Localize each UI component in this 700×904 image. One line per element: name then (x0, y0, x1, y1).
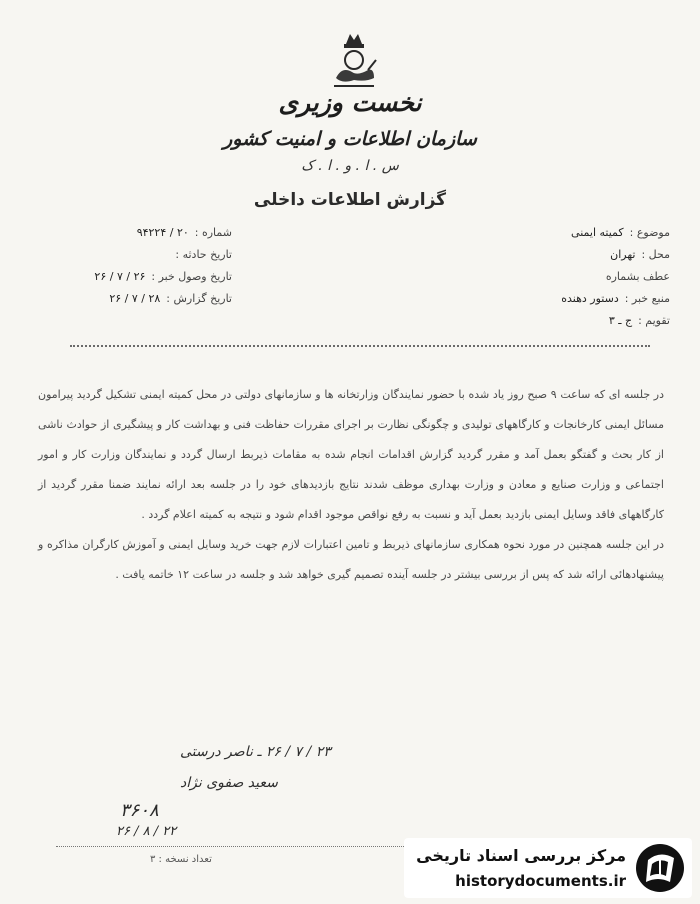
body-paragraph: در جلسه ای که ساعت ۹ صبح روز یاد شده با حضور نمایندگان وزارتخانه ها و سازمانهای دولتی در محل کمیته ایمنی تشکیل گردید پیرامون مسائل ایمنی کارخانجات و کارگاههای تولیدی و چگونگی نظارت بر اجرای مقررات حفاظت فنی و بهداشت کار و پیشگیری از حوادث ناشی از کار بحث و گفتگو بعمل آمد و مقرر گردید گزارش اقدامات انجام شده به مقامات ذیربط ارسال گردد و نمایندگان وزارت کار و امور اجتماعی و وزارت صنایع و معادن و وزارت بهداری موظف شدند نتایج بازدیدهای خود را در جلسه بعد ارائه نمایند ضمنا مقرر گردید از کارگاههای فاقد وسایل ایمنی بازدید بعمل آید و نسبت به رفع نواقص موجود اقدام شود و نتیجه به کمیته اعلام گردد . (38, 388, 664, 521)
meta-value: دستور دهنده (561, 292, 619, 305)
meta-label: منبع خبر : (624, 292, 670, 305)
signature-line-1: ۲۳ / ۷ / ۲۶ ـ ناصر درستی (180, 744, 331, 760)
meta-value: ۲۰ / ۹۴۲۲۴ (136, 226, 189, 239)
meta-value: ۲۶ / ۷ / ۲۶ (94, 270, 146, 283)
header-divider (70, 345, 650, 347)
meta-row (370, 266, 670, 288)
meta-label: تقویم : (638, 314, 670, 327)
meta-row (32, 244, 232, 266)
archive-logo-icon (634, 842, 686, 894)
meta-value: کمیته ایمنی (571, 226, 624, 239)
meta-row (370, 244, 670, 266)
watermark-url[interactable]: historydocuments.ir (455, 872, 626, 890)
meta-row (32, 288, 232, 310)
meta-label: تاریخ حادثه : (175, 248, 232, 261)
archive-watermark[interactable] (404, 838, 692, 898)
meta-label: تاریخ گزارش : (166, 292, 232, 305)
lion-and-sun-emblem-icon (328, 30, 380, 90)
meta-label: محل : (641, 248, 670, 261)
office-heading: نخست وزیری (278, 88, 422, 117)
meta-row (32, 222, 232, 244)
handwritten-note: ۳۶۰۸ (120, 800, 159, 821)
report-body (38, 380, 664, 590)
meta-label: عطف بشماره (605, 270, 670, 283)
meta-value: تهران (610, 248, 636, 261)
meta-label: شماره : (194, 226, 232, 239)
report-title: گزارش اطلاعات داخلی (253, 190, 447, 210)
watermark-title: مرکز بررسی اسناد تاریخی (416, 846, 626, 865)
handwritten-date: ۲۶ / ۸ / ۲۲ (116, 824, 177, 839)
signature-line-2: سعید صفوی نژاد (180, 775, 278, 791)
meta-value: ج ـ ۳ (608, 314, 633, 327)
body-paragraph: در این جلسه همچنین در مورد نحوه همکاری سازمانهای ذیربط و تامین اعتبارات لازم جهت خرید وسایل ایمنی و آموزش کارگران مذاکره و پیشنهادهائی ارائه شد که پس از بررسی بیشتر در جلسه آینده تصمیم گیری خواهد شد و جلسه در ساعت ۱۲ خاتمه یافت . (38, 538, 664, 581)
organization-heading: سازمان اطلاعات و امنیت کشور (223, 128, 477, 150)
meta-row (32, 266, 232, 288)
meta-label: تاریخ وصول خبر : (151, 270, 232, 283)
distribution-note: تعداد نسخه : ۳ (150, 854, 212, 865)
report-meta-right (370, 222, 670, 332)
organization-code: س . ا . و . ا . ک (301, 158, 399, 174)
meta-label: موضوع : (629, 226, 670, 239)
meta-row (370, 310, 670, 332)
report-meta-left (32, 222, 232, 310)
meta-row (370, 222, 670, 244)
meta-row (370, 288, 670, 310)
meta-value: ۲۸ / ۷ / ۲۶ (109, 292, 161, 305)
